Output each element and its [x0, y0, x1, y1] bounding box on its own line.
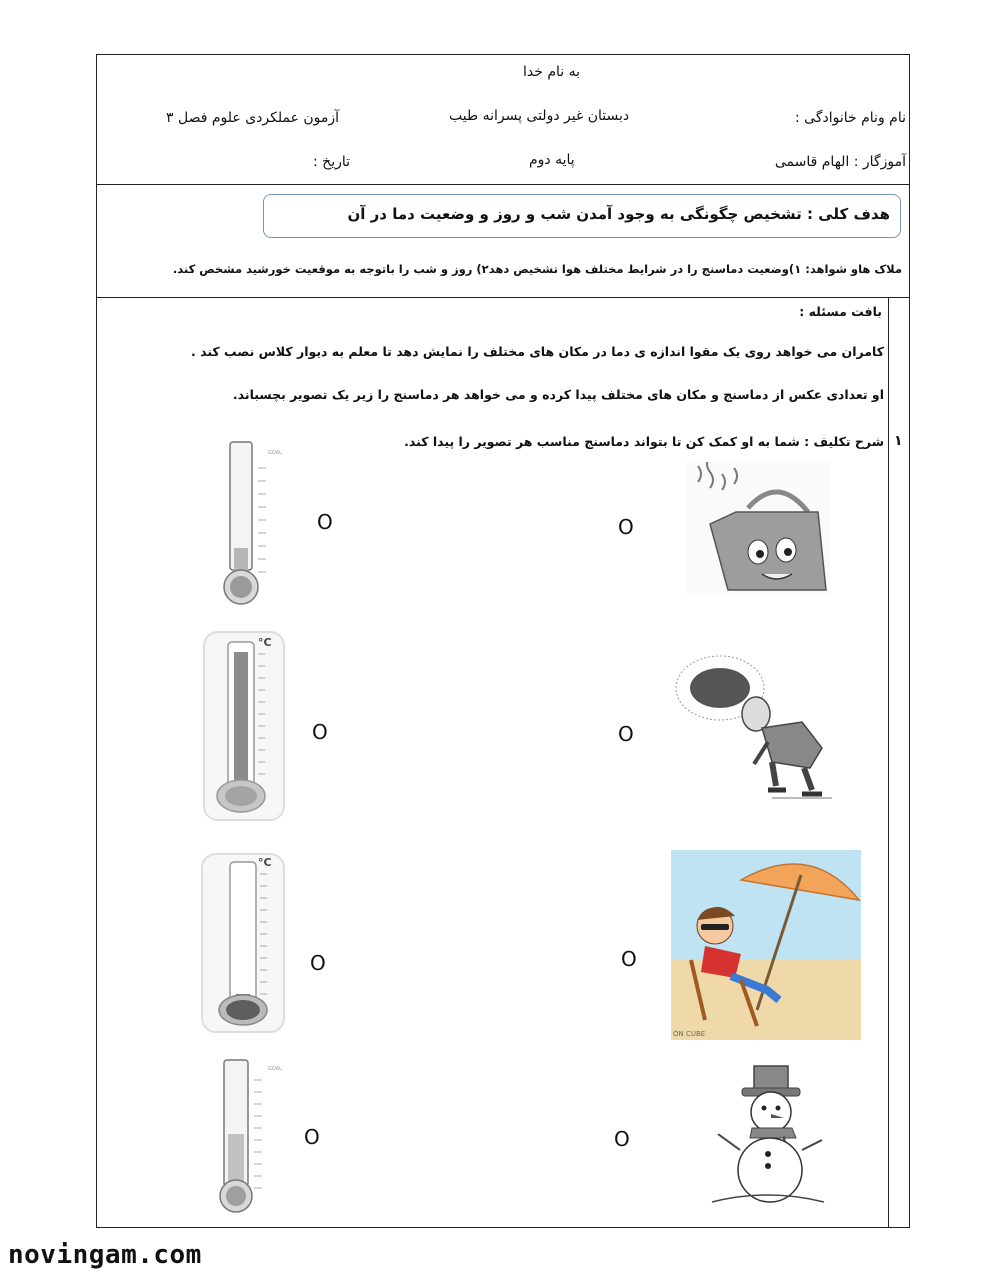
hot-sun-man-icon: [672, 652, 842, 800]
number-column-divider: [888, 297, 889, 1228]
criteria-divider: [96, 297, 910, 298]
context-line-1: کامران می خواهد روی یک مقوا اندازه ی دما در مکان های مختلف را نمایش دهد تا معلم به دیوار کلاس نصب کند .: [191, 344, 884, 359]
bismillah: به نام خدا: [523, 64, 581, 80]
thermometer-4-icon: [210, 1058, 290, 1214]
answer-circle[interactable]: O: [618, 515, 634, 539]
thermometer-4-unit: GOAL: [268, 1066, 282, 1072]
beach-umbrella-icon: [671, 850, 861, 1040]
date-label: تاریخ :: [313, 154, 351, 170]
kettle-icon: [686, 462, 830, 594]
thermometer-1-icon: [218, 440, 288, 606]
thermometer-3-unit: °C: [258, 856, 272, 869]
answer-circle[interactable]: O: [312, 720, 328, 744]
context-line-2: او تعدادی عکس از دماسنج و مکان های مختلف پیدا کرده و می خواهد هر دماسنج را زیر یک تصویر بچسباند.: [232, 387, 884, 402]
student-name-label: نام ونام خانوادگی :: [795, 110, 906, 126]
task-number: ۱: [894, 433, 903, 449]
site-logo[interactable]: novingam.com: [8, 1240, 202, 1270]
goal-text: هدف کلی : تشخیص چگونگی به وجود آمدن شب و روز و وضعیت دما در آن: [347, 205, 890, 223]
answer-circle[interactable]: O: [310, 951, 326, 975]
header-divider: [96, 184, 910, 185]
thermometer-2-icon: [202, 630, 286, 822]
answer-circle[interactable]: O: [621, 947, 637, 971]
answer-circle[interactable]: O: [304, 1125, 320, 1149]
answer-circle[interactable]: O: [614, 1127, 630, 1151]
snowman-icon: [710, 1062, 826, 1206]
svg-text:ON CUBE: ON CUBE: [673, 1030, 706, 1038]
teacher-name: آموزگار : الهام قاسمی: [774, 154, 906, 170]
exam-title: آزمون عملکردی علوم فصل ۳: [166, 110, 340, 126]
criteria-text: ملاک هاو شواهد: ۱)وضعیت دماسنج را در شرایط مختلف هوا تشخیص دهد۲) روز و شب را باتوجه به موقعیت خورشید مشخص کند.: [172, 262, 902, 276]
answer-circle[interactable]: O: [317, 510, 333, 534]
thermometer-1-unit: GOAL: [268, 450, 282, 456]
thermometer-3-icon: [200, 852, 286, 1034]
thermometer-2-unit: °C: [258, 636, 272, 649]
grade-label: پایه دوم: [529, 152, 575, 168]
task-text: شرح تکلیف : شما به او کمک کن تا بتواند دماسنج مناسب هر تصویر را پیدا کند.: [404, 434, 884, 449]
school-name: دبستان غیر دولتی پسرانه طیب: [449, 108, 630, 124]
context-label: بافت مسئله :: [799, 304, 882, 319]
answer-circle[interactable]: O: [618, 722, 634, 746]
